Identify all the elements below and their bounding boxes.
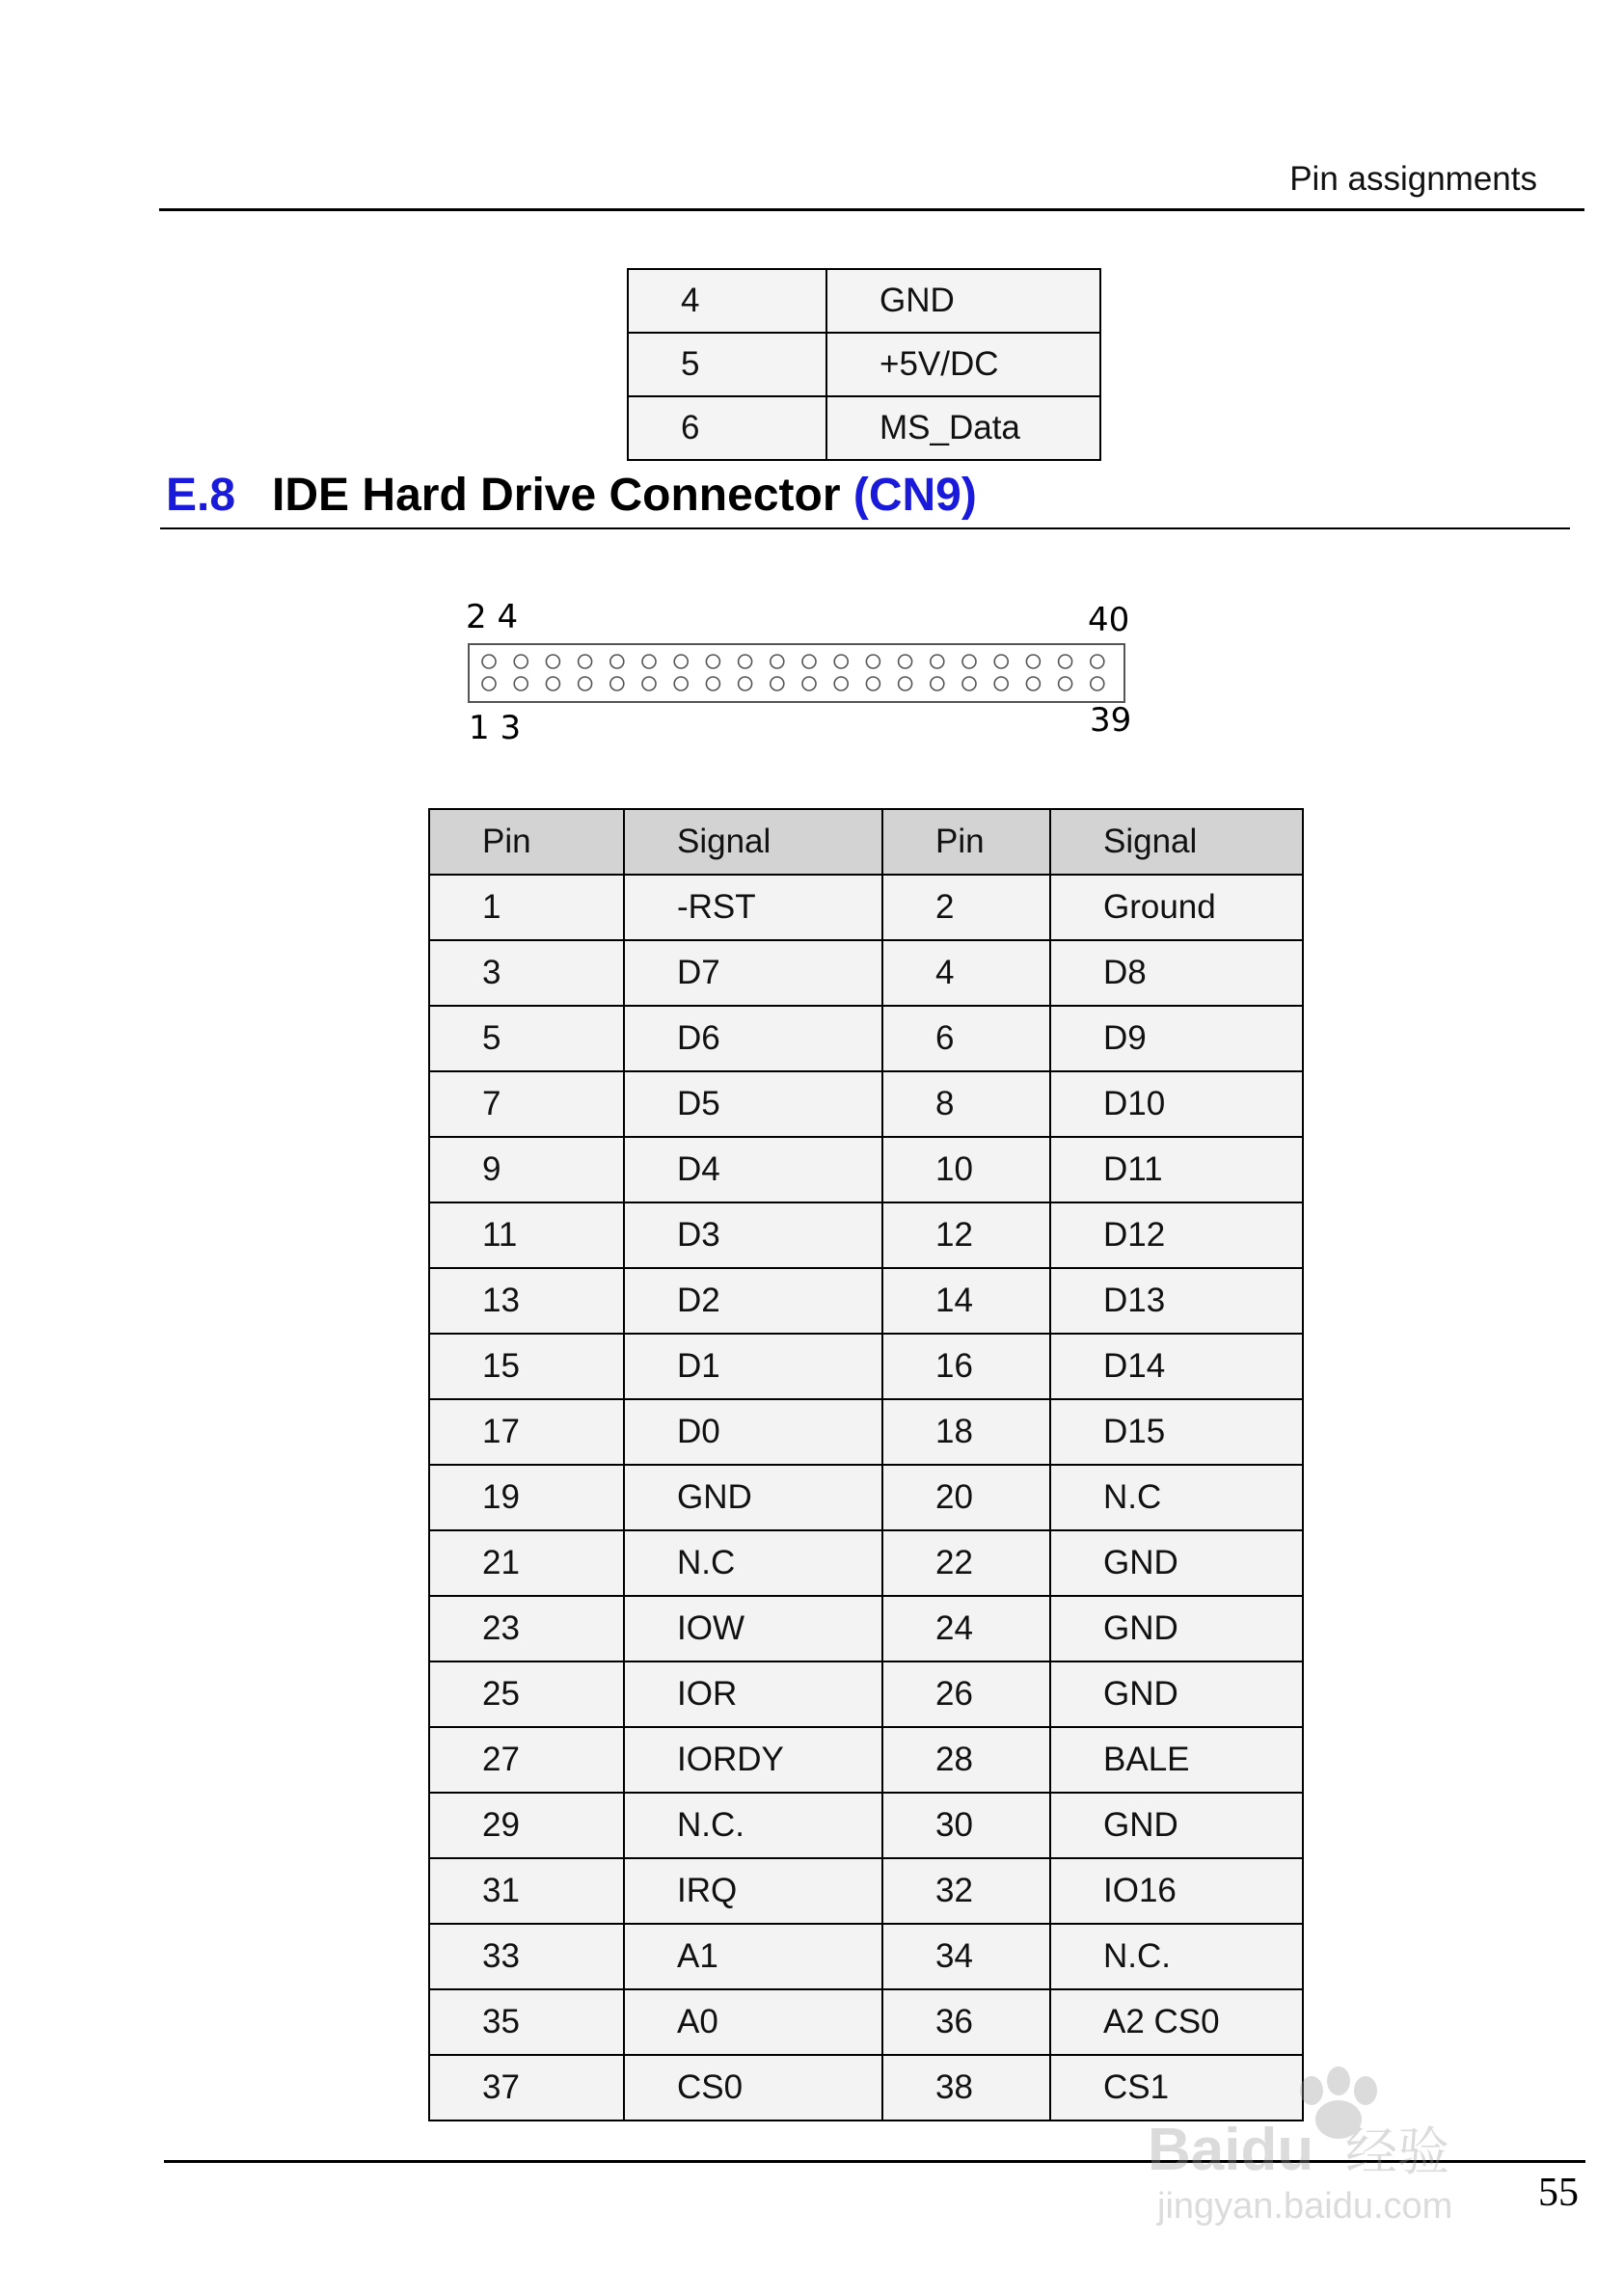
pin-cell: 13 [429,1268,624,1334]
connector-housing [469,644,1124,702]
pin-hole [899,677,912,690]
table-row [429,1137,1303,1202]
pin-hole [994,677,1008,690]
signal-cell: GND [1050,1661,1303,1727]
pin-cell: 34 [882,1924,1050,1989]
pin-hole [610,677,624,690]
pin-hole [1059,677,1072,690]
bottom-left-pin-labels: 1 3 [469,709,522,743]
table-row [429,1727,1303,1793]
pin-cell: 7 [429,1071,624,1137]
header-signal: Signal [624,809,882,875]
page-number: 55 [1538,2171,1579,2215]
table-row [628,269,1100,333]
pin-cell: 36 [882,1989,1050,2055]
pin-cell: 5 [429,1006,624,1071]
pin-hole [931,655,944,668]
pin-cell: 5 [628,333,826,396]
pin-hole [739,655,752,668]
signal-cell: GND [624,1465,882,1530]
pin-cell: 4 [628,269,826,333]
table-row [429,1989,1303,2055]
pin-cell: 25 [429,1661,624,1727]
signal-cell: GND [826,269,1100,333]
table-row [429,1334,1303,1399]
pin-cell: 15 [429,1334,624,1399]
pin-hole [514,655,528,668]
table-row [429,1661,1303,1727]
pin-cell: 38 [882,2055,1050,2120]
pin-hole [642,677,656,690]
signal-cell: N.C. [1050,1924,1303,1989]
signal-cell: N.C [624,1530,882,1596]
pin-cell: 24 [882,1596,1050,1661]
table-row [429,1202,1303,1268]
signal-cell: IRQ [624,1858,882,1924]
signal-cell: D3 [624,1202,882,1268]
signal-cell: A0 [624,1989,882,2055]
pin-cell: 1 [429,875,624,940]
signal-cell: D11 [1050,1137,1303,1202]
pin-hole [579,655,592,668]
signal-cell: D14 [1050,1334,1303,1399]
table-row [429,940,1303,1006]
pin-hole [899,655,912,668]
pin-hole [834,655,848,668]
signal-cell: D8 [1050,940,1303,1006]
signal-cell: A2 CS0 [1050,1989,1303,2055]
signal-cell: N.C. [624,1793,882,1858]
table-row [429,1399,1303,1465]
pin-hole [482,677,496,690]
watermark-product: 经验 [1345,2121,1449,2182]
pin-hole [514,677,528,690]
signal-cell: D1 [624,1334,882,1399]
pin-hole [1026,677,1040,690]
pin-hole [642,655,656,668]
pin-cell: 17 [429,1399,624,1465]
pin-cell: 32 [882,1858,1050,1924]
section-number: E.8 [166,470,236,521]
pin-cell: 11 [429,1202,624,1268]
table-header-row [429,809,1303,875]
header-signal: Signal [1050,809,1303,875]
table-row [429,875,1303,940]
pin-hole [802,677,816,690]
signal-cell: IOR [624,1661,882,1727]
signal-cell: -RST [624,875,882,940]
pin-hole [674,655,688,668]
watermark-brand: Baidu [1148,2117,1314,2183]
pin-hole [802,655,816,668]
pin-hole [706,677,719,690]
table-row [429,1071,1303,1137]
signal-cell: Ground [1050,875,1303,940]
signal-cell: D7 [624,940,882,1006]
pin-cell: 12 [882,1202,1050,1268]
pin-hole [1091,677,1104,690]
signal-cell: D15 [1050,1399,1303,1465]
pin-hole [834,677,848,690]
pin-cell: 28 [882,1727,1050,1793]
table-row [429,1858,1303,1924]
signal-cell: GND [1050,1793,1303,1858]
pin-cell: 10 [882,1137,1050,1202]
pin-hole [1026,655,1040,668]
pin-hole [482,655,496,668]
pin-hole [866,655,880,668]
header-pin: Pin [429,809,624,875]
connector-diagram [461,598,1155,743]
signal-cell: D13 [1050,1268,1303,1334]
table-row [429,1006,1303,1071]
top-left-pin-labels: 2 4 [466,598,519,636]
signal-cell: IOW [624,1596,882,1661]
top-right-pin-label: 40 [1088,601,1130,639]
pin-cell: 20 [882,1465,1050,1530]
signal-cell: D12 [1050,1202,1303,1268]
watermark-url: jingyan.baidu.com [1157,2186,1453,2227]
pin-cell: 26 [882,1661,1050,1727]
connector-ref: (CN9) [853,470,977,521]
pin-cell: 14 [882,1268,1050,1334]
pin-hole [962,655,976,668]
pin-hole [771,655,784,668]
continued-pin-table [627,268,1101,461]
signal-cell: CS0 [624,2055,882,2120]
header-pin: Pin [882,809,1050,875]
signal-cell: +5V/DC [826,333,1100,396]
signal-cell: D9 [1050,1006,1303,1071]
signal-cell: A1 [624,1924,882,1989]
pin-hole [546,655,559,668]
pin-hole [994,655,1008,668]
pin-hole [771,677,784,690]
ide-pin-table [428,808,1304,2121]
table-row [429,1268,1303,1334]
signal-cell: D5 [624,1071,882,1137]
table-row [429,1465,1303,1530]
pin-hole [610,655,624,668]
pin-cell: 23 [429,1596,624,1661]
pin-cell: 6 [882,1006,1050,1071]
pin-hole [579,677,592,690]
table-row [429,1530,1303,1596]
signal-cell: IORDY [624,1727,882,1793]
signal-cell: D2 [624,1268,882,1334]
table-row [628,396,1100,460]
pin-cell: 22 [882,1530,1050,1596]
pin-cell: 29 [429,1793,624,1858]
running-header: Pin assignments [1289,160,1537,198]
pin-cell: 30 [882,1793,1050,1858]
pin-hole [1059,655,1072,668]
pin-hole [931,677,944,690]
pin-cell: 4 [882,940,1050,1006]
pin-hole [706,655,719,668]
table-row [429,1924,1303,1989]
table-row [429,1793,1303,1858]
signal-cell: MS_Data [826,396,1100,460]
section-title: IDE Hard Drive Connector [272,470,841,521]
pin-cell: 27 [429,1727,624,1793]
pin-cell: 21 [429,1530,624,1596]
pin-cell: 35 [429,1989,624,2055]
header-rule [159,208,1584,211]
pin-cell: 37 [429,2055,624,2120]
signal-cell: GND [1050,1530,1303,1596]
pin-cell: 6 [628,396,826,460]
signal-cell: D4 [624,1137,882,1202]
table-row [429,1596,1303,1661]
pin-hole [962,677,976,690]
pin-cell: 16 [882,1334,1050,1399]
section-rule [160,527,1570,529]
signal-cell: D0 [624,1399,882,1465]
signal-cell: D10 [1050,1071,1303,1137]
pin-cell: 31 [429,1858,624,1924]
pin-cell: 18 [882,1399,1050,1465]
signal-cell: D6 [624,1006,882,1071]
pin-hole [1091,655,1104,668]
signal-cell: GND [1050,1596,1303,1661]
pin-hole [546,677,559,690]
signal-cell: CS1 [1050,2055,1303,2120]
pin-cell: 8 [882,1071,1050,1137]
pin-cell: 3 [429,940,624,1006]
table-row [628,333,1100,396]
section-heading [166,469,977,522]
signal-cell: BALE [1050,1727,1303,1793]
signal-cell: N.C [1050,1465,1303,1530]
pin-cell: 2 [882,875,1050,940]
pin-cell: 19 [429,1465,624,1530]
watermark [1148,2054,1572,2247]
pin-hole [866,677,880,690]
pin-cell: 9 [429,1137,624,1202]
pin-cell: 33 [429,1924,624,1989]
bottom-right-pin-label: 39 [1090,701,1132,740]
pin-hole [674,677,688,690]
signal-cell: IO16 [1050,1858,1303,1924]
pin-hole [739,677,752,690]
